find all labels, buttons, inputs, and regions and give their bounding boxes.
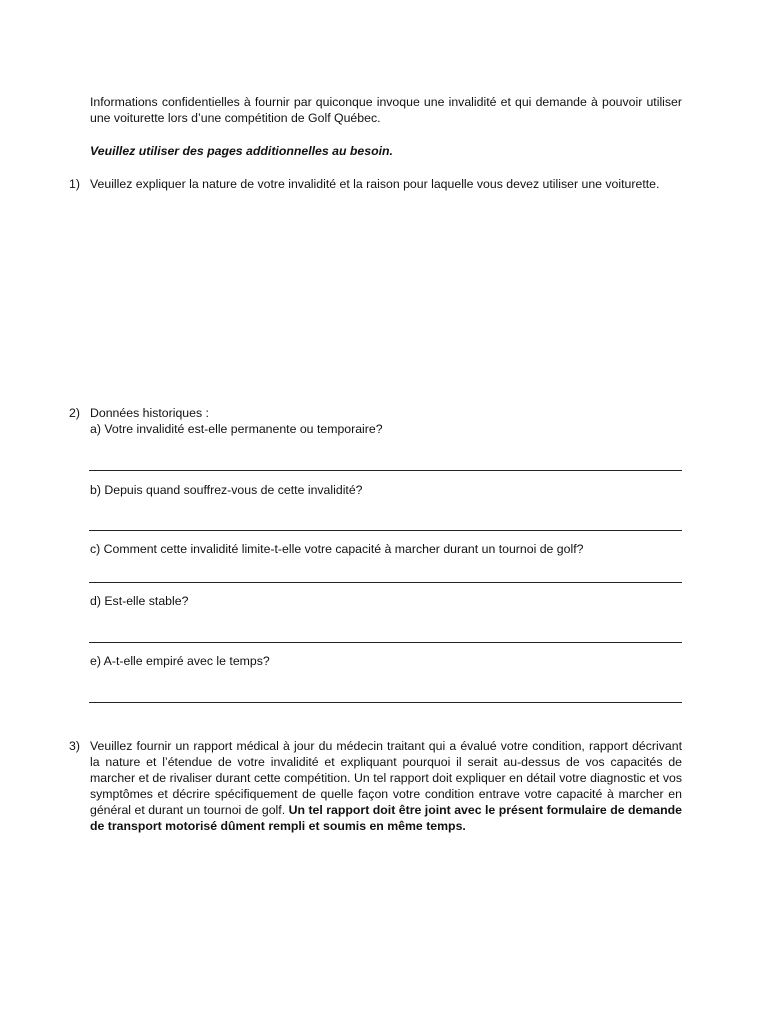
question-1-number: 1) [69,177,80,191]
question-2e-text: e) A-t-elle empiré avec le temps? [90,654,270,668]
question-3-paragraph [90,738,682,834]
question-2b-text: b) Depuis quand souffrez-vous de cette invalidité? [90,483,363,497]
additional-pages-note: Veuillez utiliser des pages additionnelles au besoin. [90,144,393,158]
question-2d-answer-line[interactable] [89,642,682,643]
intro-paragraph: Informations confidentielles à fournir par quiconque invoque une invalidité et qui demande à pouvoir utiliser une voiturette lors d’une compétition de Golf Québec. [90,95,682,125]
question-2e-answer-line[interactable] [89,702,682,703]
question-2-number: 2) [69,406,80,420]
question-2a-text: a) Votre invalidité est-elle permanente ou temporaire? [90,422,383,436]
question-3-bold-text: Un tel rapport doit être joint avec le présent formulaire de demande de transport motorisé dûment rempli et soumis en même temps. [90,803,683,833]
question-1-text: Veuillez expliquer la nature de votre invalidité et la raison pour laquelle vous devez utiliser une voiturette. [90,177,660,191]
question-3-text: Veuillez fournir un rapport médical à jour du médecin traitant qui a évalué votre condition, rapport décrivant la nature et l’étendue de votre invalidité et expliquant pourquoi il serait au-dessus de vos capacités de marcher et de rivaliser durant cette compétition. Un tel rapport doit expliquer en détail votre diagnostic et vos symptômes et décrire spécifiquement de quelle façon votre condition entrave votre capacité à marcher en général et durant un tournoi de golf. [90,739,682,817]
question-2c-answer-line[interactable] [89,582,682,583]
question-2a-answer-line[interactable] [89,470,682,471]
question-3-number: 3) [69,739,80,753]
question-1-answer-area[interactable] [90,214,682,394]
question-2b-answer-line[interactable] [89,530,682,531]
question-2-heading: Données historiques : [90,406,209,420]
question-2c-text: c) Comment cette invalidité limite-t-elle votre capacité à marcher durant un tournoi de golf? [90,542,584,556]
question-2d-text: d) Est-elle stable? [90,594,189,608]
